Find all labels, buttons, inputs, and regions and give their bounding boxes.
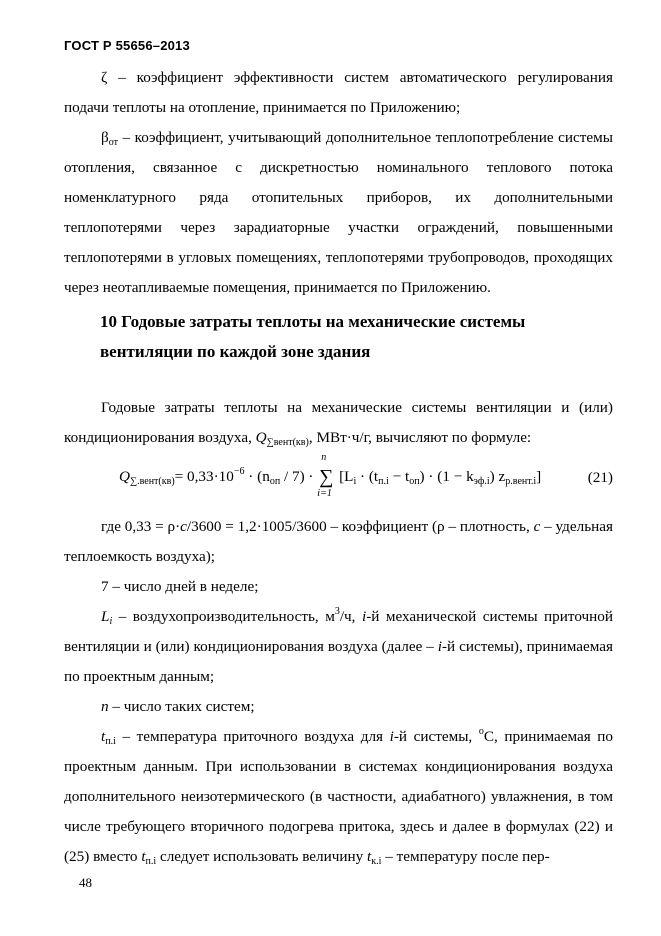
intro-text-b: , МВт·ч/г, вычисляют по формуле: — [308, 429, 532, 446]
L-symbol: L — [101, 608, 110, 625]
item-t — [64, 722, 613, 872]
formula-body-sub: оп — [269, 475, 281, 487]
formula-21 — [64, 452, 613, 516]
t-i: i — [389, 728, 394, 745]
formula-lhs-sub: ∑.вент(кв) — [129, 475, 175, 487]
L-text-c: -й механической системы приточной вентиляции и (или) кондиционирования воздуха (далее – — [64, 608, 614, 655]
formula-term-e: ) z — [489, 467, 506, 485]
where-text-a: где 0,33 = ρ· — [101, 518, 181, 535]
t-text-b: -й системы, — [393, 728, 479, 745]
intro-q-subscript: ∑вент(кв) — [266, 437, 309, 448]
beta-subscript: от — [108, 137, 118, 148]
formula-term-a: [L — [335, 467, 354, 485]
item-seven: 7 – число дней в неделе; — [101, 578, 259, 595]
formula-body: · (n — [244, 467, 270, 485]
formula-term-d-sub: эф.i — [473, 475, 490, 487]
t-symbol: t — [101, 728, 106, 745]
where-text-b: /3600 = 1,2·1005/3600 – коэффициент (ρ – плотность, — [186, 518, 534, 535]
formula-div: / 7) · — [280, 467, 318, 485]
paragraph-intro — [64, 393, 613, 453]
formula-term-c: − t — [388, 467, 410, 485]
formula-term-e-sub: р.вент.i — [505, 475, 537, 487]
L-text-a: – воздухопроизводительность, м — [112, 608, 335, 625]
L-i2: i — [437, 638, 442, 655]
t-text-e: – температуру после пер- — [381, 848, 550, 865]
zeta-symbol: ζ — [101, 69, 108, 86]
t-sup: о — [478, 726, 484, 737]
item-L — [64, 602, 613, 692]
t3-sub: к.i — [371, 856, 382, 867]
formula-exp: −6 — [233, 465, 245, 477]
L-text-d: -й системы), принимаемая по проектным данным; — [64, 638, 614, 685]
t-text-c: С, принимаемая по проектным данным. При использовании в системах кондиционирования воздуха дополнительного неизотермического (в частности, адиабатного) увлажнения, в том числе требующего вторичного подогрева притока, здесь и далее в формулах (22) и (25) вместо — [64, 728, 613, 865]
where-text-c: – удельная теплоемкость воздуха); — [64, 518, 613, 565]
L-text-b: /ч, — [339, 608, 362, 625]
paragraph-where — [64, 512, 613, 572]
n-text: – число таких систем; — [108, 698, 255, 715]
item-n — [64, 692, 613, 722]
formula-term-b: · (t — [356, 467, 379, 485]
section-heading: 10 Годовые затраты теплоты на механические системы вентиляции по каждой зоне здания — [100, 312, 526, 361]
sum-symbol: ∑ — [319, 466, 334, 488]
formula-term-c-sub: оп — [409, 475, 420, 487]
sum-bottom: i=1 — [317, 488, 332, 499]
intro-text-a: Годовые затраты теплоты на механические системы вентиляции и (или) кондиционирования воздуха, — [64, 399, 613, 446]
L-sub: i — [109, 616, 113, 627]
t3-symbol: t — [367, 848, 372, 865]
t-text-a: – температура приточного воздуха для — [115, 728, 390, 745]
where-c2: c — [533, 518, 541, 535]
t2-symbol: t — [141, 848, 146, 865]
formula-term-b-sub: п.i — [378, 475, 389, 487]
t2-sub: п.i — [145, 856, 157, 867]
formula-sum — [317, 452, 335, 499]
formula-term-d: ) · (1 − k — [419, 467, 474, 485]
t-sub: п.i — [105, 736, 116, 747]
formula-term-f: ] — [536, 467, 542, 485]
where-c: c — [180, 518, 187, 535]
n-symbol: n — [101, 698, 109, 715]
document-code: ГОСТ Р 55656–2013 — [64, 38, 190, 53]
beta-symbol: β — [101, 129, 109, 146]
formula-term-a-sub: i — [353, 475, 357, 487]
intro-q-symbol: Q — [255, 429, 267, 446]
L-i: i — [361, 608, 367, 625]
paragraph-beta — [64, 123, 613, 303]
paragraph-zeta — [64, 63, 613, 123]
formula-coef: = 0,33·10 — [174, 467, 234, 485]
zeta-text: – коэффициент эффективности систем автоматического регулирования подачи теплоты на отопление, принимается по Приложению; — [64, 69, 613, 116]
formula-expression — [119, 452, 542, 499]
beta-text: – коэффициент, учитывающий дополнительное теплопотребление системы отопления, связанное с дискретностью номинального теплового потока номенклатурного ряда отопительных приборов, их дополнительными теплопотерями через зарадиаторные участки ограждений, повышенными теплопотерями в угловых помещениях, теплопотерями трубопроводов, проходящих через неотапливаемые помещения, принимается по Приложению. — [64, 129, 613, 296]
formula-number: (21) — [587, 469, 613, 486]
t-text-d: следует использовать величину — [156, 848, 368, 865]
definitions-list — [64, 572, 613, 872]
L-sup: 3 — [334, 606, 340, 617]
page-number: 48 — [79, 875, 92, 890]
sum-top: n — [321, 452, 327, 463]
formula-lhs: Q — [119, 467, 130, 485]
